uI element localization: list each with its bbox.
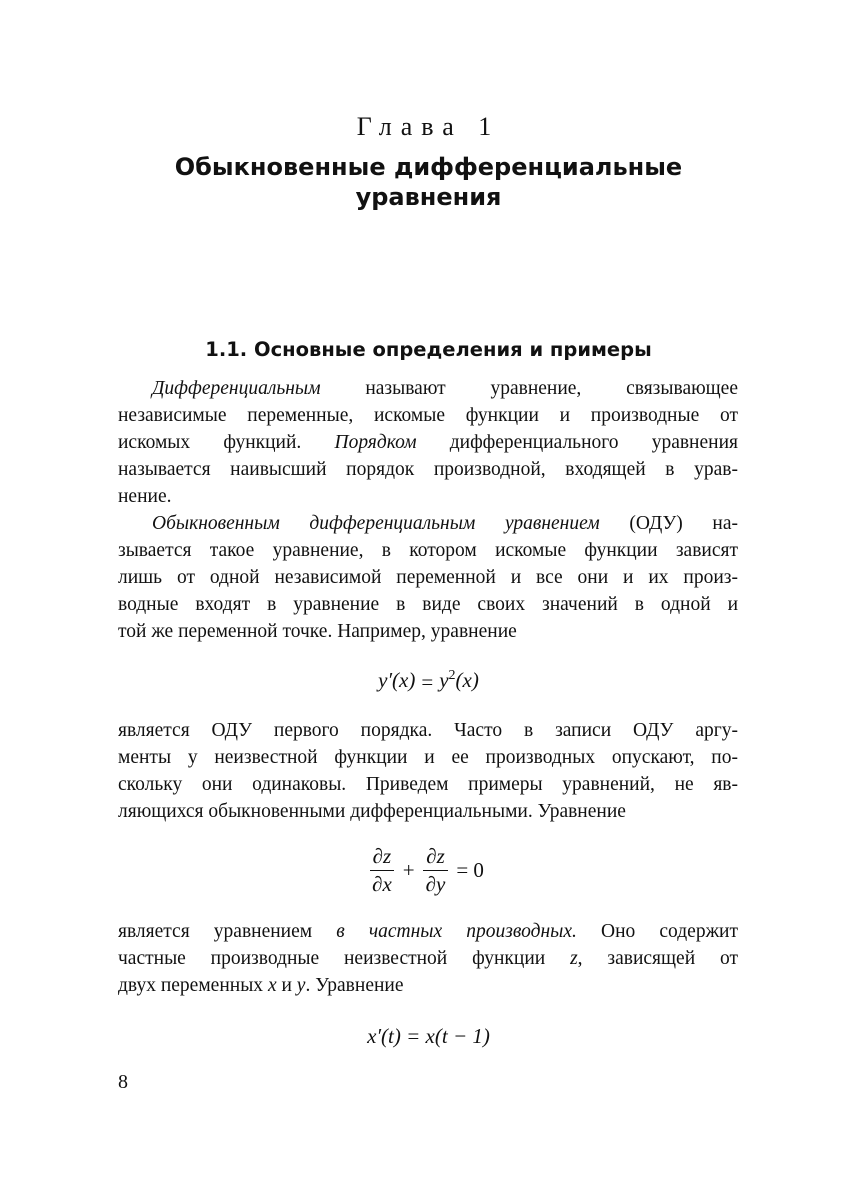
paragraph-ode-remark	[118, 717, 738, 825]
chapter-title	[0, 152, 857, 212]
term-pde: в частных производных.	[336, 921, 577, 942]
fraction-dz-dx: $\frac{\partial z}{\partial x}$	[369, 844, 395, 897]
fraction-dz-dy: $\frac{\partial z}{\partial y}$	[423, 844, 449, 897]
text-line: Обыкновенным дифференциальным уравнением (ОДУ) на-	[152, 513, 738, 534]
text-line: Дифференциальным называют уравнение, связывающее	[152, 378, 738, 399]
chapter-label: Глава 1	[356, 112, 501, 141]
text-line: скольку они одинаковы. Приведем примеры уравнений, не яв-	[118, 774, 738, 795]
paragraph-definition-ode	[118, 510, 738, 645]
text-line: водные входят в уравнение в виде своих значений в одной и	[118, 594, 738, 615]
term-order: Порядком	[334, 432, 417, 453]
formula-ode-example: $y'(x) = y^2(x)$	[378, 668, 479, 694]
term-differential: Дифференциальным	[152, 378, 321, 399]
text-line: ляющихся обыкновенными дифференциальными. Уравнение	[118, 801, 626, 822]
term-ode: Обыкновенным дифференциальным уравнением	[152, 513, 600, 534]
text-line: нение.	[118, 486, 172, 507]
text-line: искомых функций. Порядком дифференциального уравнения	[118, 432, 738, 453]
text-line: является ОДУ первого порядка. Часто в записи ОДУ аргу-	[118, 720, 738, 741]
text-line: частные производные неизвестной функции z, зависящей от	[118, 948, 738, 969]
text-line: называется наивысший порядок производной, входящей в урав-	[118, 459, 738, 480]
page-number: 8	[118, 1071, 128, 1093]
paragraph-definition-differential	[118, 375, 738, 510]
paragraph-pde-remark	[118, 918, 738, 999]
formula-pde-example: $\frac{\partial z}{\partial x}$ + $\frac{\partial z}{\partial y}$ = 0	[0, 844, 857, 897]
text-line: двух переменных x и y. Уравнение	[118, 975, 404, 996]
text-line: той же переменной точке. Например, уравнение	[118, 621, 517, 642]
text-line: лишь от одной независимой переменной и все они и их произ-	[118, 567, 738, 588]
text-line: менты у неизвестной функции и ее производных опускают, по-	[118, 747, 738, 768]
section-title: 1.1. Основные определения и примеры	[205, 338, 652, 361]
text-line: зывается такое уравнение, в котором искомые функции зависят	[118, 540, 738, 561]
text-line: независимые переменные, искомые функции и производные от	[118, 405, 738, 426]
chapter-title-line-2: уравнения	[355, 183, 502, 211]
text-line: является уравнением в частных производных. Оно содержит	[118, 921, 738, 942]
chapter-title-line-1: Обыкновенные дифференциальные	[174, 153, 683, 181]
formula-delay-example: x′(t) = x(t − 1)	[367, 1024, 490, 1048]
